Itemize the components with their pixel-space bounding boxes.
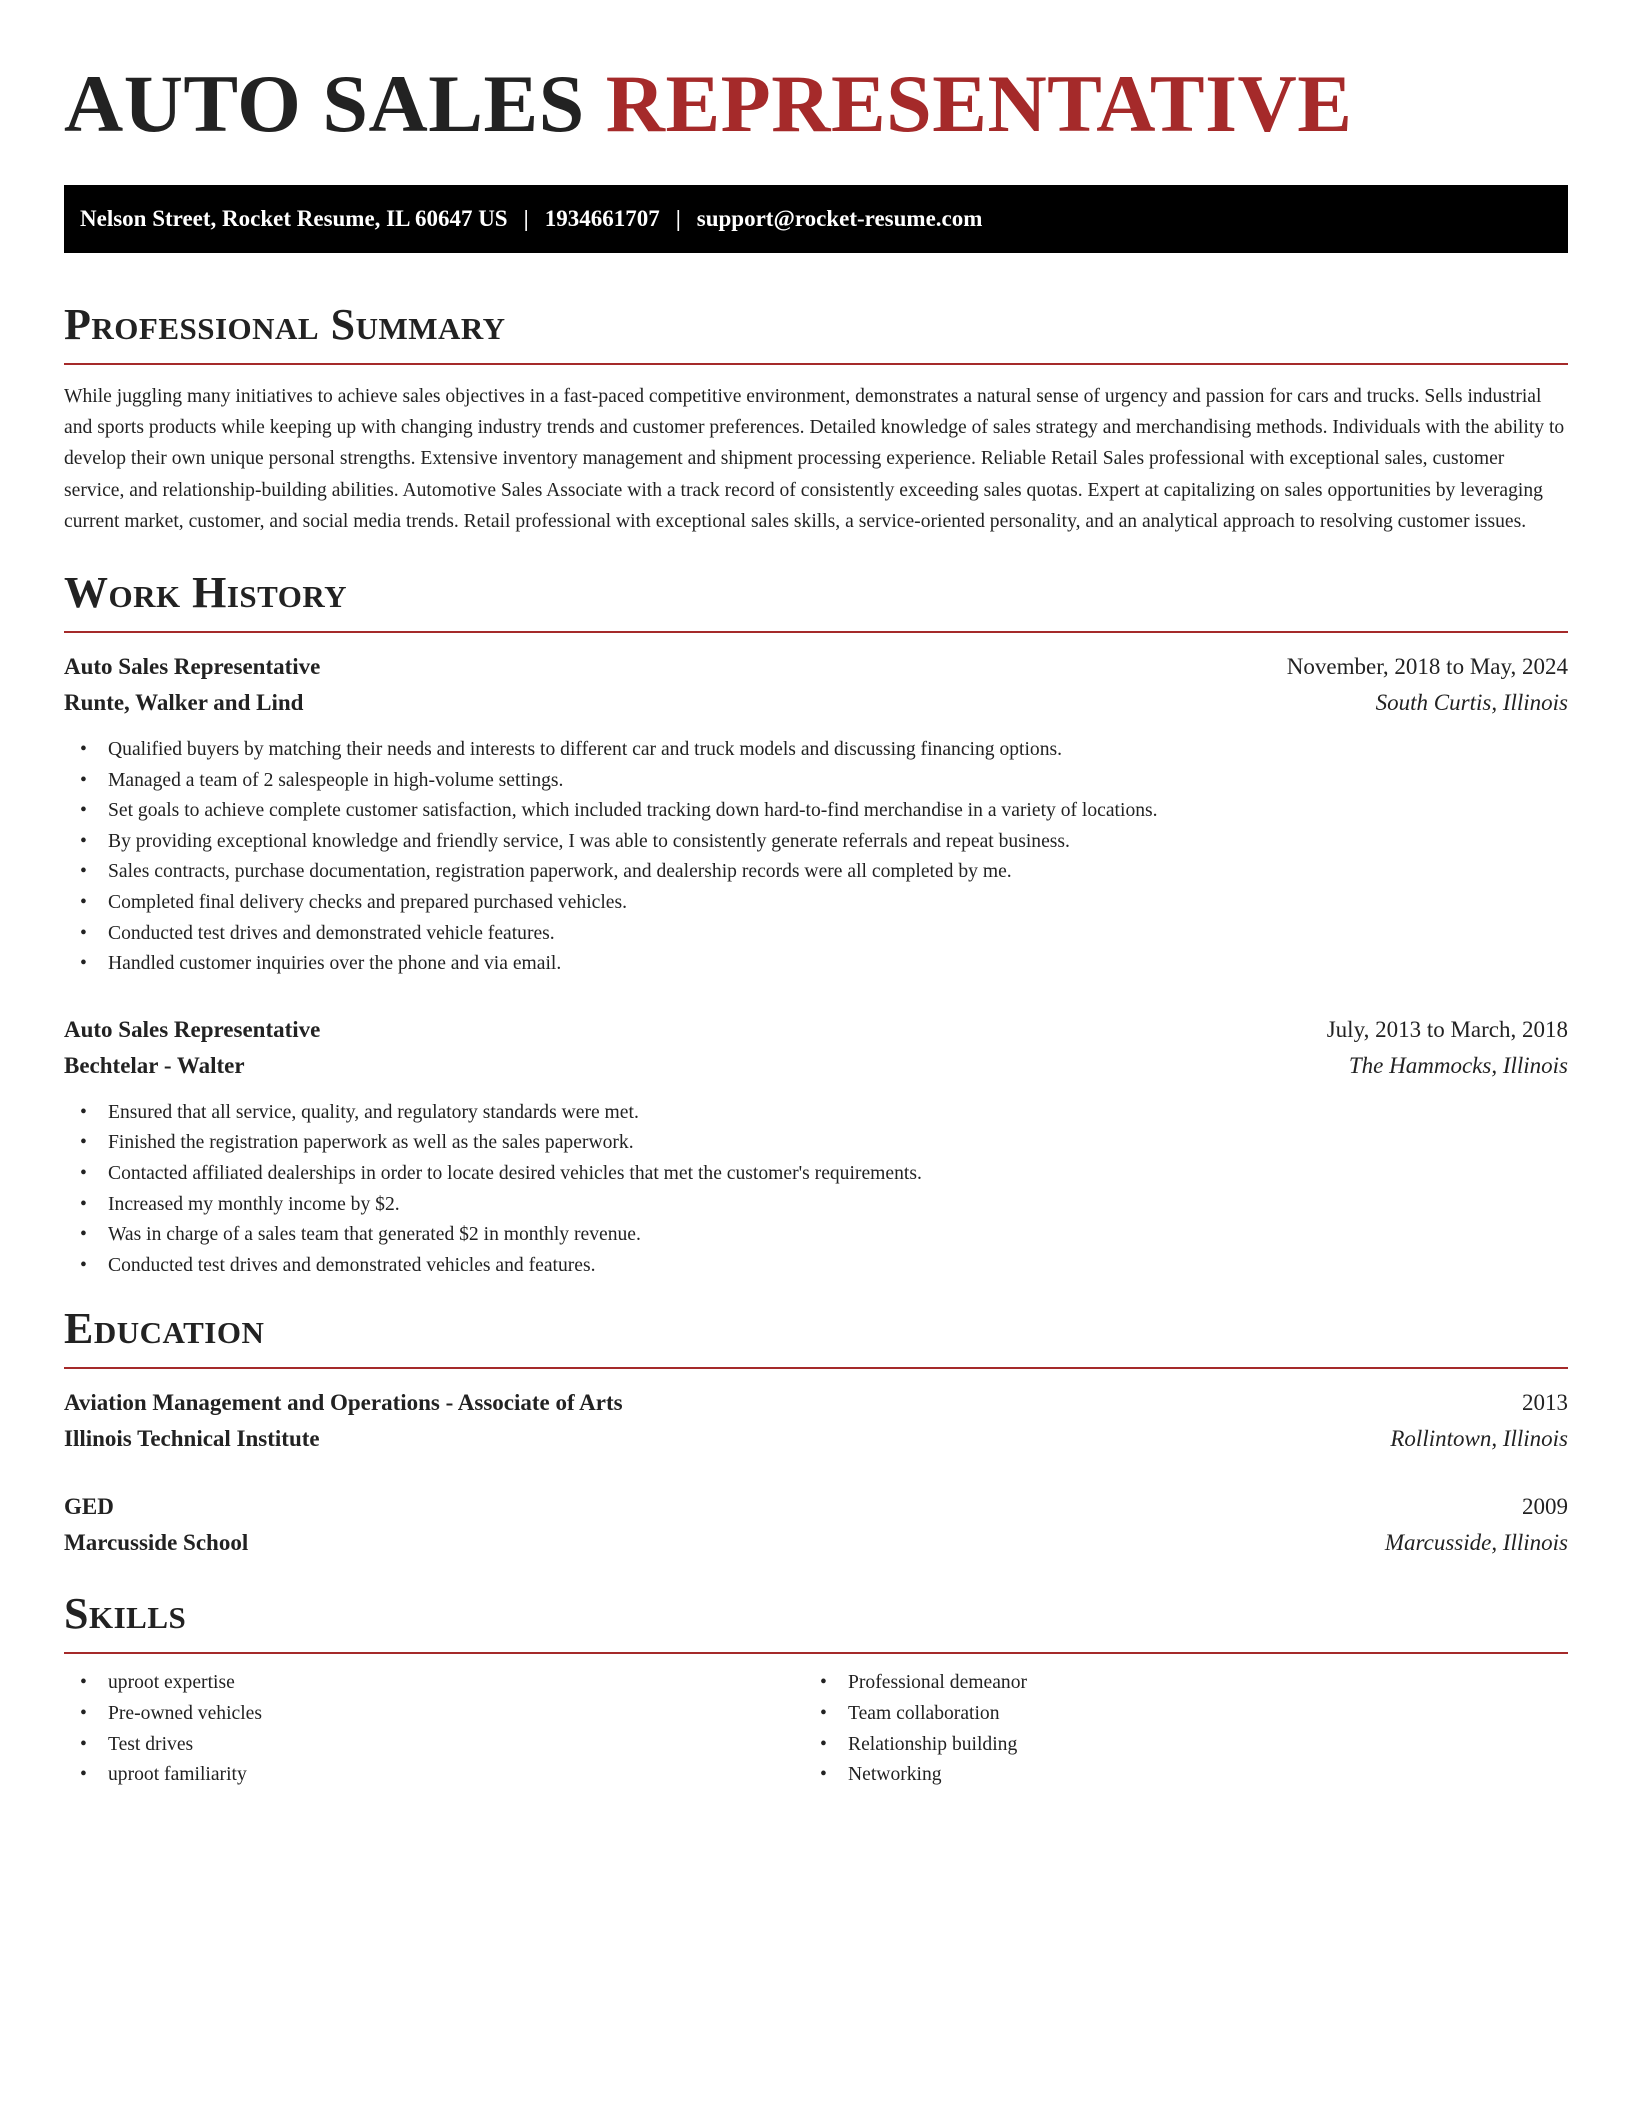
education-header-row bbox=[64, 1489, 1568, 1525]
title-accent: REPRESENTATIVE bbox=[605, 58, 1353, 149]
contact-separator: | bbox=[675, 206, 681, 231]
skill-item: • Test drives bbox=[64, 1730, 804, 1761]
list-item: • Sales contracts, purchase documentation, registration paperwork, and dealership records were all completed by me. bbox=[64, 857, 1568, 888]
list-item: • Conducted test drives and demonstrated vehicles and features. bbox=[64, 1251, 1568, 1282]
section-heading-work: Work History bbox=[64, 568, 348, 618]
summary-text: While juggling many initiatives to achieve sales objectives in a fast-paced competitive environment, demonstrates a natural sense of urgency and passion for cars and trucks. Sells industrial and sports products while keeping up with changing industry trends and customer preferences. Detailed knowledge of sales strategy and merchandising methods. Individuals with the ability to develop their own unique personal strengths. Extensive inventory management and shipment processing experience. Reliable Retail Sales professional with exceptional sales, customer service, and relationship-building abilities. Automotive Sales Associate with a track record of consistently exceeding sales quotas. Expert at capitalizing on sales opportunities by leveraging current market, customer, and social media trends. Retail professional with exceptional sales skills, a service-oriented personality, and an analytical approach to resolving customer issues. bbox=[64, 386, 1565, 532]
skill-item: • Relationship building bbox=[804, 1730, 1544, 1761]
education-year: 2013 bbox=[1522, 1390, 1568, 1416]
skill-item: • Professional demeanor bbox=[804, 1668, 1544, 1699]
education-degree: GED bbox=[64, 1494, 114, 1520]
list-item: • Set goals to achieve complete customer satisfaction, which included tracking down hard-to-find merchandise in a variety of locations. bbox=[64, 796, 1568, 827]
skill-item: • Pre-owned vehicles bbox=[64, 1699, 804, 1730]
job-company-row bbox=[64, 1048, 1568, 1084]
job-location: The Hammocks, Illinois bbox=[1348, 1052, 1568, 1078]
section-divider bbox=[64, 631, 1568, 633]
section-heading-education: Education bbox=[64, 1304, 265, 1354]
education-school: Illinois Technical Institute bbox=[64, 1426, 320, 1452]
education-school-row bbox=[64, 1525, 1568, 1561]
contact-separator: | bbox=[523, 206, 529, 231]
job-dates: November, 2018 to May, 2024 bbox=[1286, 654, 1568, 680]
job-entry bbox=[64, 649, 1568, 980]
job-header-row bbox=[64, 649, 1568, 685]
list-item: • By providing exceptional knowledge and friendly service, I was able to consistently generate referrals and repeat business. bbox=[64, 827, 1568, 858]
education-entry bbox=[64, 1489, 1568, 1561]
skill-item: • Team collaboration bbox=[804, 1699, 1544, 1730]
contact-email: support@rocket-resume.com bbox=[696, 206, 983, 231]
section-divider bbox=[64, 1652, 1568, 1654]
list-item: • Completed final delivery checks and prepared purchased vehicles. bbox=[64, 888, 1568, 919]
job-company: Bechtelar - Walter bbox=[64, 1052, 245, 1078]
education-header-row bbox=[64, 1385, 1568, 1421]
skill-item: • uproot familiarity bbox=[64, 1760, 804, 1791]
job-header-row bbox=[64, 1012, 1568, 1048]
education-school: Marcusside School bbox=[64, 1530, 249, 1556]
skills-grid bbox=[64, 1668, 1568, 1790]
title-dark: AUTO SALES bbox=[64, 58, 585, 149]
list-item: • Managed a team of 2 salespeople in high-volume settings. bbox=[64, 766, 1568, 797]
list-item: • Increased my monthly income by $2. bbox=[64, 1190, 1568, 1221]
job-entry bbox=[64, 1012, 1568, 1282]
summary-section bbox=[64, 297, 1568, 537]
section-divider bbox=[64, 363, 1568, 365]
list-item: • Was in charge of a sales team that generated $2 in monthly revenue. bbox=[64, 1220, 1568, 1251]
section-heading-summary: Professional Summary bbox=[64, 300, 506, 349]
resume-title bbox=[64, 56, 1568, 152]
list-item: • Finished the registration paperwork as well as the sales paperwork. bbox=[64, 1128, 1568, 1159]
education-school-row bbox=[64, 1421, 1568, 1457]
section-heading-skills: Skills bbox=[64, 1589, 187, 1639]
skills-section bbox=[64, 1586, 1568, 1790]
section-divider bbox=[64, 1367, 1568, 1369]
skills-column-left bbox=[64, 1668, 804, 1790]
list-item: • Qualified buyers by matching their needs and interests to different car and truck models and discussing financing options. bbox=[64, 735, 1568, 766]
skill-item: • Networking bbox=[804, 1760, 1544, 1791]
contact-phone: 1934661707 bbox=[544, 206, 660, 231]
job-title: Auto Sales Representative bbox=[64, 654, 321, 680]
education-section bbox=[64, 1301, 1568, 1561]
list-item: • Handled customer inquiries over the phone and via email. bbox=[64, 949, 1568, 980]
education-year: 2009 bbox=[1522, 1494, 1568, 1520]
list-item: • Ensured that all service, quality, and regulatory standards were met. bbox=[64, 1098, 1568, 1129]
contact-address: Nelson Street, Rocket Resume, IL 60647 US bbox=[80, 206, 508, 231]
job-location: South Curtis, Illinois bbox=[1375, 690, 1568, 716]
education-location: Rollintown, Illinois bbox=[1390, 1426, 1568, 1452]
job-title: Auto Sales Representative bbox=[64, 1016, 321, 1042]
skill-item: • uproot expertise bbox=[64, 1668, 804, 1699]
job-bullets bbox=[64, 1098, 1568, 1282]
job-company-row bbox=[64, 685, 1568, 721]
skills-column-right bbox=[804, 1668, 1544, 1790]
job-bullets bbox=[64, 735, 1568, 980]
education-location: Marcusside, Illinois bbox=[1384, 1530, 1568, 1556]
list-item: • Conducted test drives and demonstrated vehicle features. bbox=[64, 919, 1568, 950]
list-item: • Contacted affiliated dealerships in order to locate desired vehicles that met the customer's requirements. bbox=[64, 1159, 1568, 1190]
education-degree: Aviation Management and Operations - Associate of Arts bbox=[64, 1390, 623, 1416]
contact-bar bbox=[64, 185, 1568, 253]
job-company: Runte, Walker and Lind bbox=[64, 690, 304, 716]
job-dates: July, 2013 to March, 2018 bbox=[1326, 1016, 1568, 1042]
work-history-section bbox=[64, 565, 1568, 1281]
education-entry bbox=[64, 1385, 1568, 1457]
